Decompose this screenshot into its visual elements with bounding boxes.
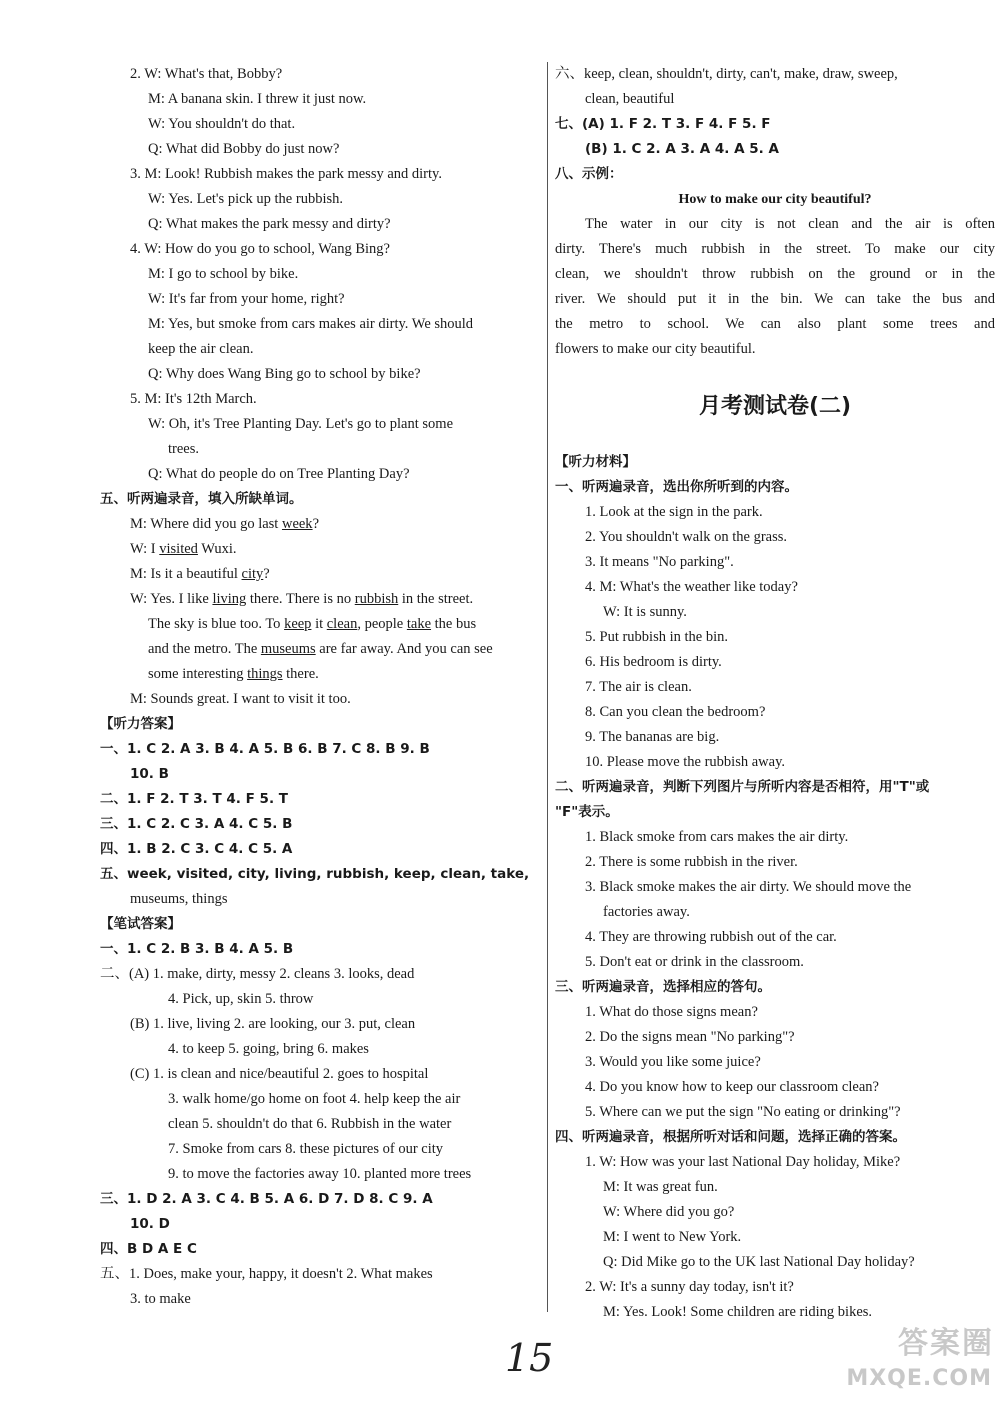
filled-word: museums xyxy=(260,641,316,657)
list-item: 5. Put rubbish in the bin. xyxy=(585,629,728,645)
fill-line xyxy=(100,587,545,612)
text: , people xyxy=(357,616,407,632)
text: ? xyxy=(263,566,270,582)
list-item: 4. Do you know how to keep our classroom clean? xyxy=(585,1079,879,1095)
fill-line xyxy=(100,512,545,537)
answer-row: clean 5. shouldn't do that 6. Rubbish in the water xyxy=(168,1116,452,1132)
column-divider xyxy=(547,62,548,1312)
answer-row: 一、1. C 2. A 3. B 4. A 5. B 6. B 7. C 8. B 9. B xyxy=(100,741,430,757)
text: there. xyxy=(282,666,319,682)
answer-row: (B) 1. live, living 2. are looking, our 3. put, clean xyxy=(130,1016,416,1032)
list-item: 1. What do those signs mean? xyxy=(585,1004,758,1020)
list-item: 5. Where can we put the sign "No eating or drinking"? xyxy=(585,1104,901,1120)
answer-row: 10. B xyxy=(130,766,169,782)
text: some interesting xyxy=(148,666,248,682)
dialogue-line: Q: What makes the park messy and dirty? xyxy=(148,216,391,232)
section-header: 【听力答案】 xyxy=(100,716,181,732)
answer-row: clean, beautiful xyxy=(585,91,675,107)
section-header: 一、听两遍录音，选出你所听到的内容。 xyxy=(555,479,798,495)
section-header: 四、听两遍录音，根据所听对话和问题，选择正确的答案。 xyxy=(555,1129,906,1145)
dialogue-line: 2. W: What's that, Bobby? xyxy=(130,66,283,82)
list-item: 4. They are throwing rubbish out of the car. xyxy=(585,929,837,945)
left-column xyxy=(100,62,545,1312)
filled-word: visited xyxy=(159,541,198,557)
dialogue-line: M: I went to New York. xyxy=(603,1229,742,1245)
dialogue-line: W: It's far from your home, right? xyxy=(148,291,345,307)
watermark-url: MXQE.COM xyxy=(846,1366,992,1391)
fill-line xyxy=(100,537,545,562)
essay-line: clean, we shouldn't throw rubbish on the ground or in the xyxy=(555,266,995,282)
answer-row: museums, things xyxy=(130,891,228,907)
list-item: 8. Can you clean the bedroom? xyxy=(585,704,766,720)
filled-word: clean xyxy=(326,616,358,632)
dialogue-line: W: Where did you go? xyxy=(603,1204,735,1220)
list-item: 1. Look at the sign in the park. xyxy=(585,504,763,520)
essay-line: dirty. There's much rubbish in the street. To make our city xyxy=(555,241,995,257)
text: M: Is it a beautiful xyxy=(130,566,242,582)
text: The sky is blue too. To xyxy=(148,616,285,632)
text: are far away. And you can see xyxy=(315,641,493,657)
answer-row: 二、1. F 2. T 3. T 4. F 5. T xyxy=(100,791,288,807)
fill-line xyxy=(100,612,545,637)
dialogue-line: Q: Why does Wang Bing go to school by bike? xyxy=(148,366,421,382)
answer-row: 10. D xyxy=(130,1216,170,1232)
dialogue-line: Q: Did Mike go to the UK last National Day holiday? xyxy=(603,1254,915,1270)
text: 五、week, visited, city, living, rubbish, keep, clean, take, xyxy=(100,866,530,882)
text: W: I xyxy=(130,541,160,557)
answer-row: 7. Smoke from cars 8. these pictures of our city xyxy=(168,1141,444,1157)
answer-row: 4. to keep 5. going, bring 6. makes xyxy=(168,1041,369,1057)
filled-word: city xyxy=(241,566,264,582)
dialogue-line: Q: What do people do on Tree Planting Day? xyxy=(148,466,410,482)
list-item: 4. M: What's the weather like today? xyxy=(585,579,798,595)
text: and the metro. The xyxy=(148,641,261,657)
filled-word: week xyxy=(281,516,313,532)
answer-row: 七、(A) 1. F 2. T 3. F 4. F 5. F xyxy=(555,116,771,132)
list-item: 3. It means "No parking". xyxy=(585,554,734,570)
list-item: 3. Would you like some juice? xyxy=(585,1054,761,1070)
fill-line xyxy=(100,637,545,662)
answer-row xyxy=(100,862,545,887)
list-item: 3. Black smoke makes the air dirty. We should move the xyxy=(585,879,912,895)
text: it xyxy=(311,616,327,632)
dialogue-line: keep the air clean. xyxy=(148,341,254,357)
list-item: 9. The bananas are big. xyxy=(585,729,720,745)
answer-row: 六、keep, clean, shouldn't, dirty, can't, make, draw, sweep, xyxy=(555,66,898,82)
dialogue-line: 2. W: It's a sunny day today, isn't it? xyxy=(585,1279,794,1295)
section-header: 五、听两遍录音，填入所缺单词。 xyxy=(100,491,303,507)
answer-row: 二、(A) 1. make, dirty, messy 2. cleans 3. looks, dead xyxy=(100,966,415,982)
list-item: 2. Do the signs mean "No parking"? xyxy=(585,1029,795,1045)
essay-line: the metro to school. We can also plant some trees and xyxy=(555,316,995,332)
filled-word: living xyxy=(212,591,247,607)
dialogue-line: 4. W: How do you go to school, Wang Bing? xyxy=(130,241,390,257)
list-item: 7. The air is clean. xyxy=(585,679,692,695)
dialogue-line: M: A banana skin. I threw it just now. xyxy=(148,91,367,107)
answer-row: 一、1. C 2. B 3. B 4. A 5. B xyxy=(100,941,294,957)
answer-row: 四、1. B 2. C 3. C 4. C 5. A xyxy=(100,841,293,857)
text: in the street. xyxy=(398,591,474,607)
dialogue-line: M: Yes. Look! Some children are riding bikes. xyxy=(603,1304,873,1320)
dialogue-line: 1. W: How was your last National Day holiday, Mike? xyxy=(585,1154,901,1170)
text: there. There is no xyxy=(246,591,355,607)
list-item: 10. Please move the rubbish away. xyxy=(585,754,785,770)
list-item: 5. Don't eat or drink in the classroom. xyxy=(585,954,804,970)
dialogue-line: M: I go to school by bike. xyxy=(148,266,299,282)
list-item: factories away. xyxy=(603,904,690,920)
right-column xyxy=(555,62,995,1325)
filled-word: keep xyxy=(284,616,312,632)
dialogue-line: M: It was great fun. xyxy=(603,1179,718,1195)
answer-row: 3. to make xyxy=(130,1291,191,1307)
section-header: 【听力材料】 xyxy=(555,454,636,470)
dialogue-line: Q: What did Bobby do just now? xyxy=(148,141,340,157)
list-item: 1. Black smoke from cars makes the air dirty. xyxy=(585,829,849,845)
text: the bus xyxy=(431,616,477,632)
section-header: 二、听两遍录音，判断下列图片与所听内容是否相符，用"T"或 xyxy=(555,779,930,795)
answer-row: 9. to move the factories away 10. planted more trees xyxy=(168,1166,472,1182)
essay-title: How to make our city beautiful? xyxy=(678,192,872,207)
section-header: 【笔试答案】 xyxy=(100,916,181,932)
dialogue-line: W: Oh, it's Tree Planting Day. Let's go to plant some xyxy=(148,416,454,432)
section-header: "F"表示。 xyxy=(555,804,619,820)
fill-line xyxy=(100,562,545,587)
answer-row: 4. Pick, up, skin 5. throw xyxy=(168,991,314,1007)
exam-title: 月考测试卷(二) xyxy=(698,394,852,419)
dialogue-line: M: Sounds great. I want to visit it too. xyxy=(130,691,351,707)
answer-row: 三、1. D 2. A 3. C 4. B 5. A 6. D 7. D 8. C 9. A xyxy=(100,1191,433,1207)
filled-word: rubbish xyxy=(354,591,399,607)
answer-row: 五、1. Does, make your, happy, it doesn't 2. What makes xyxy=(100,1266,433,1282)
answer-row: 3. walk home/go home on foot 4. help keep the air xyxy=(168,1091,461,1107)
text: ? xyxy=(312,516,319,532)
answer-row: (B) 1. C 2. A 3. A 4. A 5. A xyxy=(585,141,779,157)
text: W: Yes. I like xyxy=(130,591,213,607)
dialogue-line: 5. M: It's 12th March. xyxy=(130,391,257,407)
list-item: 2. There is some rubbish in the river. xyxy=(585,854,798,870)
answer-row: 四、B D A E C xyxy=(100,1241,197,1257)
section-header: 八、示例： xyxy=(555,166,623,182)
section-header: 三、听两遍录音，选择相应的答句。 xyxy=(555,979,771,995)
dialogue-line: trees. xyxy=(168,441,199,457)
list-item: 2. You shouldn't walk on the grass. xyxy=(585,529,787,545)
page-number: 15 xyxy=(505,1336,554,1380)
essay-line: river. We should put it in the bin. We can take the bus and xyxy=(555,291,995,307)
filled-word: things xyxy=(247,666,283,682)
text: M: Where did you go last xyxy=(130,516,282,532)
essay-line: The water in our city is not clean and the air is often xyxy=(585,216,995,232)
fill-line xyxy=(100,662,545,687)
list-item: W: It is sunny. xyxy=(603,604,687,620)
dialogue-line: W: Yes. Let's pick up the rubbish. xyxy=(148,191,343,207)
essay-line: flowers to make our city beautiful. xyxy=(555,341,756,357)
answer-row: 三、1. C 2. C 3. A 4. C 5. B xyxy=(100,816,293,832)
text: Wuxi. xyxy=(197,541,237,557)
answer-row: (C) 1. is clean and nice/beautiful 2. goes to hospital xyxy=(130,1066,429,1082)
watermark-logo: 答案圈 xyxy=(898,1326,994,1361)
dialogue-line: M: Yes, but smoke from cars makes air dirty. We should xyxy=(148,316,474,332)
filled-word: take xyxy=(406,616,432,632)
dialogue-line: 3. M: Look! Rubbish makes the park messy and dirty. xyxy=(130,166,442,182)
dialogue-line: W: You shouldn't do that. xyxy=(148,116,296,132)
list-item: 6. His bedroom is dirty. xyxy=(585,654,722,670)
